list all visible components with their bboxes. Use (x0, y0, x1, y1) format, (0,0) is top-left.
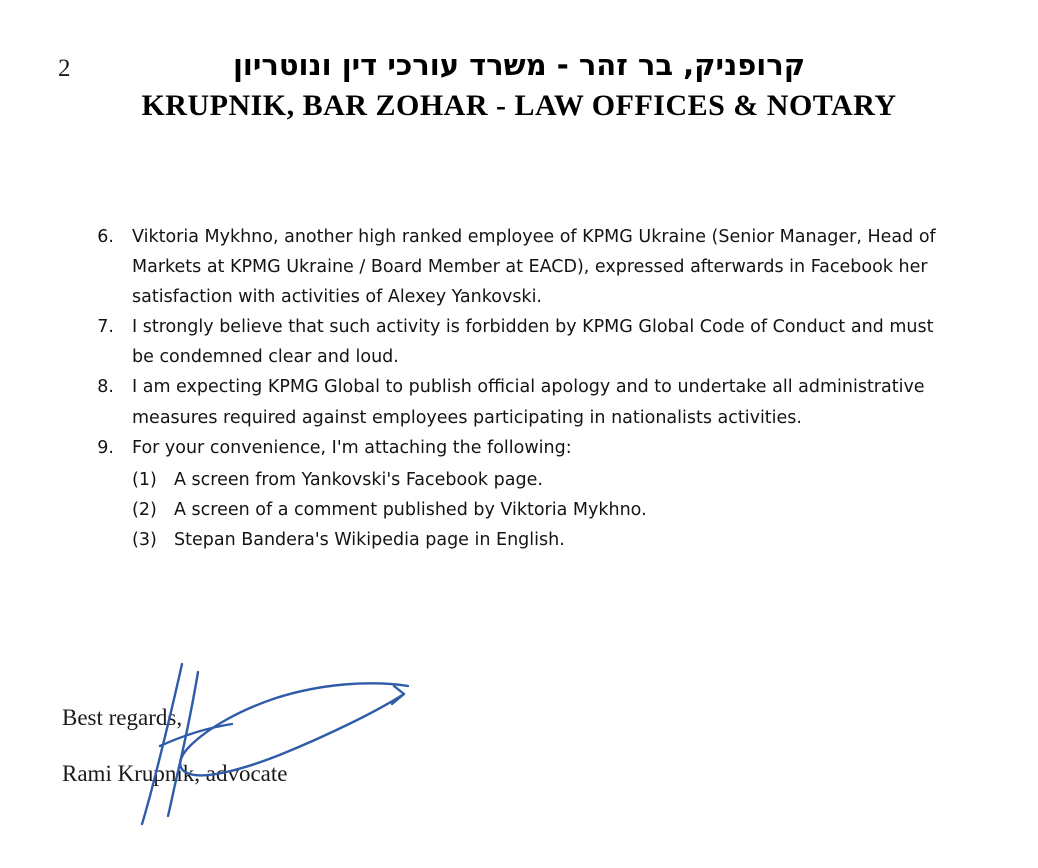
signature-closing: Best regards, (62, 705, 183, 730)
list-item-number: 6. (97, 227, 114, 247)
list-item (132, 525, 948, 555)
list-item-text: Viktoria Mykhno, another high ranked employee of KPMG Ukraine (Senior Manager, Head of Markets at KPMG Ukraine / Board Member at EACD), expressed afterwards in Facebook her satisfaction with activities of Alexey Yankovski. (132, 227, 936, 308)
list-item (88, 433, 948, 463)
list-item-text: A screen of a comment published by Viktoria Mykhno. (174, 499, 647, 520)
list-item (132, 495, 948, 525)
signature-block (62, 690, 562, 803)
list-item-text: A screen from Yankovski's Facebook page. (174, 469, 543, 490)
list-item-text: Stepan Bandera's Wikipedia page in English. (174, 529, 565, 550)
list-item (132, 465, 948, 495)
page-number: 2 (58, 55, 71, 82)
list-item-number: 9. (97, 437, 114, 458)
list-item-text: For your convenience, I'm attaching the following: (132, 437, 572, 458)
list-item-number: (1) (132, 469, 157, 490)
signature-name: Rami Krupnik, advocate (62, 761, 288, 787)
list-item (88, 372, 948, 432)
letterhead-hebrew: קרופניק, בר זהר - משרד עורכי דין ונוטריון (232, 48, 806, 82)
letterhead (0, 48, 1038, 124)
list-item-text: I strongly believe that such activity is forbidden by KPMG Global Code of Conduct and must be condemned clear and loud. (132, 317, 934, 368)
document-body (88, 222, 948, 555)
list-item-number: (2) (132, 499, 157, 520)
list-item-number: 7. (97, 317, 114, 338)
list-item-number: (3) (132, 529, 157, 550)
list-item-text: I am expecting KPMG Global to publish official apology and to undertake all administrative measures required against employees participating in nationalists activities. (132, 377, 925, 428)
letterhead-english: KRUPNIK, BAR ZOHAR - LAW OFFICES & NOTARY (141, 88, 897, 122)
list-item (88, 222, 948, 312)
attachment-list (132, 465, 948, 555)
list-item-number: 8. (97, 377, 114, 398)
list-item (88, 312, 948, 372)
